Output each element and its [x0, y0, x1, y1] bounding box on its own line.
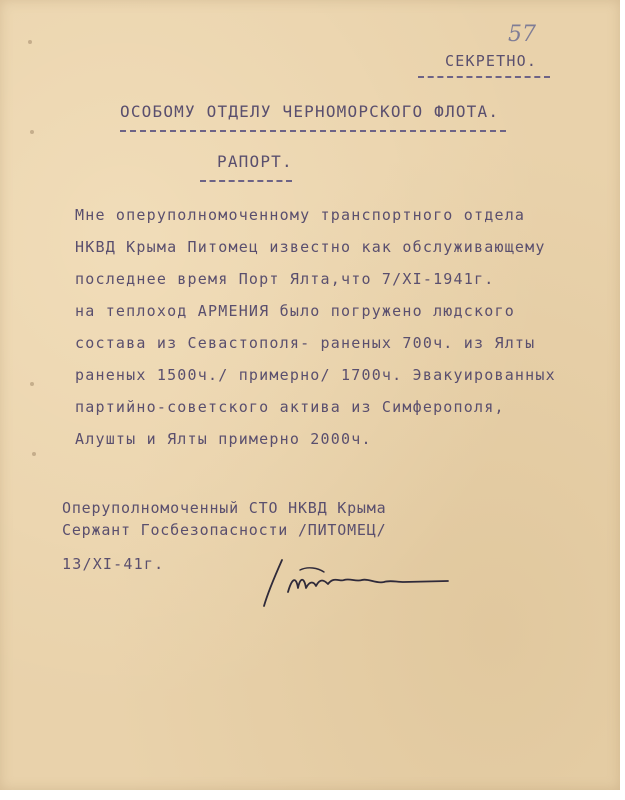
punch-mark: [30, 130, 34, 134]
addressee-heading: ОСОБОМУ ОТДЕЛУ ЧЕРНОМОРСКОГО ФЛОТА.: [120, 102, 500, 121]
page-number: 57: [508, 22, 536, 47]
body-line: раненых 1500ч./ примерно/ 1700ч. Эвакуированных: [75, 366, 556, 384]
punch-mark: [30, 382, 34, 386]
classification-stamp: СЕКРЕТНО.: [445, 52, 538, 70]
handwritten-signature: [258, 552, 458, 612]
report-date: 13/XI-41г.: [62, 555, 165, 573]
body-line: НКВД Крыма Питомец известно как обслуживающему: [75, 238, 546, 256]
punch-mark: [32, 452, 36, 456]
title-underline: [200, 180, 292, 182]
body-line: состава из Севастополя- раненых 700ч. из Ялты: [75, 334, 536, 352]
punch-mark: [28, 40, 32, 44]
body-line: Алушты и Ялты примерно 2000ч.: [75, 430, 372, 448]
body-line: на теплоход АРМЕНИЯ было погружено людского: [75, 302, 515, 320]
addressee-underline: [120, 130, 506, 132]
body-line: партийно-советского актива из Симферополя,: [75, 398, 505, 416]
body-line: последнее время Порт Ялта,что 7/XI-1941г.: [75, 270, 495, 288]
signatory-position: Оперуполномоченный СТО НКВД Крыма: [62, 499, 387, 517]
body-line: Мне оперуполномоченному транспортного отдела: [75, 206, 526, 224]
classification-underline: [418, 76, 550, 78]
document-title: РАПОРТ.: [217, 152, 293, 171]
signatory-rank-name: Сержант Госбезопасности /ПИТОМЕЦ/: [62, 521, 387, 539]
